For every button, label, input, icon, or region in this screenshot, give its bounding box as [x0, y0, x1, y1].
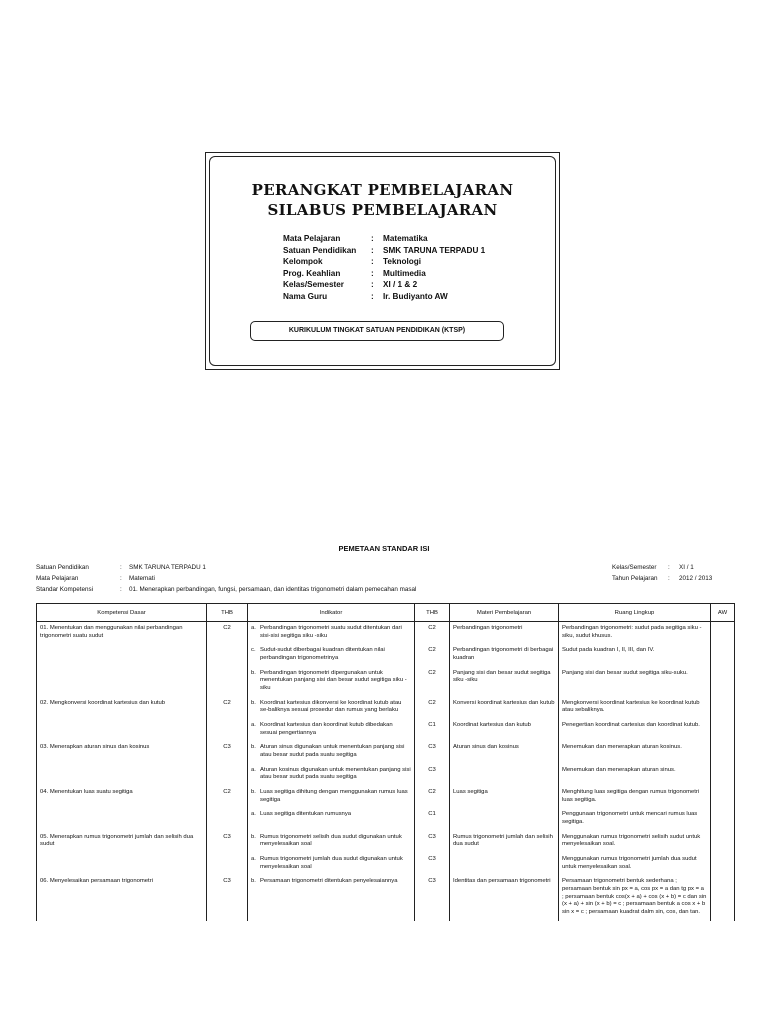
info-value: Ir. Budiyanto AW: [383, 291, 448, 301]
cell-ruang: Mengkonversi koordinat kartesius ke koordinat kutub atau sebaliknya.: [559, 697, 711, 719]
table-row: [37, 875, 735, 920]
cell-kd: [37, 719, 207, 741]
indikator-text: Koordinat kartesius dan koordinat kutub dibedakan sesuai pengertiannya: [260, 722, 393, 736]
cell-thb: [207, 764, 248, 786]
info-label: Satuan Pendidikan: [283, 245, 357, 255]
table-row: [37, 831, 735, 853]
cell-materi: Panjang sisi dan besar sudut segitiga siku -siku: [450, 667, 559, 697]
cell-aw: [711, 644, 735, 666]
meta-row: [612, 573, 712, 584]
info-label: Mata Pelajaran: [283, 234, 341, 243]
cover-title: PERANGKAT PEMBELAJARAN: [251, 181, 514, 199]
header-thb: THB: [207, 604, 248, 622]
cell-aw: [711, 786, 735, 808]
meta-sep: :: [120, 586, 122, 593]
table-row: [37, 764, 735, 786]
meta-label: Kelas/Semester: [612, 564, 657, 571]
cell-kd: [37, 667, 207, 697]
meta-sep: :: [120, 564, 122, 571]
indikator-marker: b.: [251, 669, 256, 676]
cell-materi: Perbandingan trigonometri: [450, 622, 559, 645]
kurikulum-box: KURIKULUM TINGKAT SATUAN PENDIDIKAN (KTSP): [250, 321, 504, 341]
cell-thb: C2: [207, 786, 248, 808]
cell-kd: 03. Menerapkan aturan sinus dan kosinus: [37, 741, 207, 763]
indikator-marker: a.: [251, 625, 256, 631]
header-thb-2: THB: [415, 604, 450, 622]
cell-thb-2: C3: [415, 764, 450, 786]
indikator-marker: b.: [251, 744, 256, 751]
indikator-text: Rumus trigonometri jumlah dua sudut digunakan untuk menyelesaikan soal: [260, 856, 403, 870]
indikator-marker: b.: [251, 789, 256, 796]
cell-kd: [37, 644, 207, 666]
cell-thb-2: C2: [415, 622, 450, 645]
indikator-marker: a.: [251, 811, 256, 818]
cover-info: [283, 234, 485, 304]
meta-row: [612, 562, 712, 573]
info-value: SMK TARUNA TERPADU 1: [383, 245, 486, 255]
cell-ruang: Menggunakan rumus trigonometri jumlah dua sudut untuk menyelesaikan soal.: [559, 853, 711, 875]
cell-aw: [711, 831, 735, 853]
cell-thb: [207, 667, 248, 697]
meta-label: Standar Kompetensi: [36, 586, 94, 593]
indikator-marker: b.: [251, 833, 256, 840]
cell-thb-2: C2: [415, 667, 450, 697]
cover-subtitle: SILABUS PEMBELAJARAN: [267, 201, 498, 219]
indikator-marker: a.: [251, 766, 256, 773]
cell-kd: [37, 853, 207, 875]
table-row: [37, 853, 735, 875]
meta-label: Tahun Pelajaran: [612, 575, 658, 582]
cell-ruang: Perbandingan trigonometri: sudut pada segitiga siku -siku, sudut khusus.: [559, 622, 711, 645]
cell-materi: [450, 853, 559, 875]
cell-indikator: [248, 764, 415, 786]
cell-aw: [711, 741, 735, 763]
header-kompetensi-dasar: Kompetensi Dasar: [37, 604, 207, 622]
header-indikator: Indikator: [248, 604, 415, 622]
cell-indikator: [248, 808, 415, 830]
cell-ruang: Penggunaan trigonometri untuk mencari rumus luas segitiga.: [559, 808, 711, 830]
table-row: [37, 808, 735, 830]
cell-materi: Rumus trigonometri jumlah dan selisih dua sudut: [450, 831, 559, 853]
meta-sep: :: [668, 564, 670, 571]
info-row: [283, 234, 485, 246]
indikator-marker: a.: [251, 856, 256, 863]
table-row: [37, 644, 735, 666]
cell-aw: [711, 808, 735, 830]
mapping-title: PEMETAAN STANDAR ISI: [338, 544, 430, 553]
cell-thb: [207, 853, 248, 875]
mapping-table: [36, 603, 735, 921]
cell-thb-2: C1: [415, 808, 450, 830]
info-value: Teknologi: [383, 257, 422, 267]
cell-ruang: Sudut pada kuadran I, II, III, dan IV.: [559, 644, 711, 666]
table-row: [37, 697, 735, 719]
cell-ruang: Menggunakan rumus trigonometri selisih sudut untuk menyelesaikan soal.: [559, 831, 711, 853]
info-row: [283, 280, 485, 292]
info-sep: :: [371, 268, 374, 278]
meta-label: Mata Pelajaran: [36, 575, 79, 582]
cell-indikator: [248, 622, 415, 645]
cell-thb: [207, 644, 248, 666]
cell-ruang: Menemukan dan menerapkan aturan sinus.: [559, 764, 711, 786]
cell-aw: [711, 667, 735, 697]
meta-value: Matemati: [129, 575, 155, 582]
cell-materi: Perbandingan trigonometri di berbagai kuadran: [450, 644, 559, 666]
info-sep: :: [371, 257, 374, 267]
cover-inner-frame: [209, 156, 556, 366]
header-materi: Materi Pembelajaran: [450, 604, 559, 622]
cell-materi: Luas segitiga: [450, 786, 559, 808]
cell-indikator: [248, 786, 415, 808]
table-row: [37, 667, 735, 697]
cell-thb: C2: [207, 697, 248, 719]
info-sep: :: [371, 280, 374, 290]
cell-thb: C3: [207, 875, 248, 920]
cell-thb-2: C3: [415, 831, 450, 853]
table-row: [37, 719, 735, 741]
cell-materi: Koordinat kartesius dan kutub: [450, 719, 559, 741]
indikator-marker: c.: [251, 647, 256, 654]
cell-indikator: [248, 697, 415, 719]
meta-row: [36, 562, 416, 573]
meta-row: [36, 573, 416, 584]
cell-ruang: Menghitung luas segitiga dengan rumus trigonometri luas segitiga.: [559, 786, 711, 808]
indikator-text: Sudut-sudut diberbagai kuadran ditentukan nilai perbandingan trigonometrinya: [260, 647, 385, 662]
cell-materi: Konversi koordinat kartesius dan kutub: [450, 697, 559, 719]
meta-sep: :: [120, 575, 122, 582]
cell-thb: [207, 808, 248, 830]
cell-materi: [450, 808, 559, 830]
cell-ruang: Panjang sisi dan besar sudut segitiga siku-suku.: [559, 667, 711, 697]
meta-left: [36, 562, 416, 595]
cell-thb-2: C3: [415, 853, 450, 875]
cell-kd: [37, 808, 207, 830]
cell-materi: Identitas dan persamaan trigonometri: [450, 875, 559, 920]
cell-thb-2: C3: [415, 875, 450, 920]
cell-aw: [711, 719, 735, 741]
indikator-text: Aturan sinus digunakan untuk menentukan panjang sisi atau besar sudut pada suatu segitiga: [260, 744, 405, 759]
cell-kd: 06. Menyelesaikan persamaan trigonometri: [37, 875, 207, 920]
indikator-text: Luas segitiga dihitung dengan menggunakan rumus luas segitiga: [260, 789, 408, 803]
cell-kd: 01. Menentukan dan menggunakan nilai perbandingan trigonometri suatu sudut: [37, 622, 207, 645]
indikator-marker: b.: [251, 878, 256, 885]
cell-thb-2: C2: [415, 786, 450, 808]
cell-aw: [711, 875, 735, 920]
cell-ruang: Menemukan dan menerapkan aturan kosinus.: [559, 741, 711, 763]
header-aw: AW: [711, 604, 735, 622]
cell-aw: [711, 697, 735, 719]
cell-aw: [711, 622, 735, 645]
cell-thb-2: C3: [415, 741, 450, 763]
cell-indikator: [248, 667, 415, 697]
info-row: [283, 269, 485, 281]
header-ruang-lingkup: Ruang Lingkup: [559, 604, 711, 622]
cell-kd: 04. Menentukan luas suatu segitiga: [37, 786, 207, 808]
cell-ruang: Penegertian koordinat cartesius dan koordinat kutub.: [559, 719, 711, 741]
cell-thb: C3: [207, 741, 248, 763]
meta-value: 01. Menerapkan perbandingan, fungsi, persamaan, dan identitas trigonometri dalam pemecahan masal: [129, 586, 417, 593]
info-sep: :: [371, 291, 374, 301]
info-sep: :: [371, 234, 374, 243]
cell-indikator: [248, 741, 415, 763]
info-label: Kelas/Semester: [283, 280, 344, 290]
table-row: [37, 622, 735, 645]
cell-thb: [207, 719, 248, 741]
cell-thb: C2: [207, 622, 248, 645]
meta-sep: :: [668, 575, 670, 582]
meta-right: [612, 562, 712, 584]
cell-thb-2: C2: [415, 697, 450, 719]
table-row: [37, 741, 735, 763]
info-label: Prog. Keahlian: [283, 268, 341, 278]
cell-aw: [711, 764, 735, 786]
cell-indikator: [248, 875, 415, 920]
cell-materi: [450, 764, 559, 786]
indikator-text: Persamaan trigonometri ditentukan penyelesaiannya: [260, 878, 398, 885]
cell-indikator: [248, 831, 415, 853]
table-header-row: [37, 604, 735, 622]
indikator-text: Aturan kosinus digunakan untuk menentukan panjang sisi atau besar sudut pada suatu segitiga: [260, 766, 411, 781]
cell-kd: 05. Menerapkan rumus trigonometri jumlah dan selisih dua sudut: [37, 831, 207, 853]
meta-value: SMK TARUNA TERPADU 1: [129, 564, 206, 571]
meta-value: 2012 / 2013: [679, 575, 713, 582]
meta-label: Satuan Pendidikan: [36, 564, 89, 571]
cell-kd: 02. Mengkonversi koordinat kartesius dan kutub: [37, 697, 207, 719]
info-row: [283, 292, 485, 304]
cell-indikator: [248, 644, 415, 666]
cell-indikator: [248, 853, 415, 875]
info-value: Matematika: [383, 234, 428, 243]
info-row: [283, 246, 485, 258]
cell-thb: C3: [207, 831, 248, 853]
cell-ruang: Persamaan trigonometri bentuk sederhana ; persamaan bentuk sin px = a, cos px = a dan tg px = a ; persamaan bentuk cos(x + a) + cos (x + b) = c dan sin (x + a) + sin (x + b) = c ; persamaan bentuk a cos x + b sin x = c ; persamaan kuadrat dalm sin, cos, dan tan.: [559, 875, 711, 920]
info-value: Multimedia: [383, 268, 426, 278]
indikator-text: Perbandingan trigonometri dipergunakan untuk menentukan panjang sisi dan besar sudut segitiga siku -siku: [260, 669, 407, 692]
meta-value: XI / 1: [679, 564, 694, 571]
cell-materi: Aturan sinus dan kosinus: [450, 741, 559, 763]
cell-indikator: [248, 719, 415, 741]
indikator-text: Luas segitiga ditentukan rumusnya: [260, 811, 352, 818]
cover-frame: [205, 152, 560, 370]
meta-row: [36, 584, 416, 595]
cell-thb-2: C2: [415, 644, 450, 666]
table-row: [37, 786, 735, 808]
info-label: Nama Guru: [283, 291, 328, 301]
info-sep: :: [371, 245, 374, 255]
info-row: [283, 257, 485, 269]
indikator-text: Rumus trigonometri selisih dua sudut digunakan untuk menyelesaikan soal: [260, 833, 402, 848]
cell-aw: [711, 853, 735, 875]
indikator-marker: b.: [251, 699, 256, 706]
indikator-text: Perbandingan trigonometri suatu sudut ditentukan dari sisi-sisi segitiga siku -siku: [260, 625, 402, 639]
info-label: Kelompok: [283, 257, 323, 267]
info-value: XI / 1 & 2: [383, 280, 418, 290]
indikator-text: Koordinat kartesius dikonversi ke koordinat kutub atau se-baliknya sesuai prosedur dan rumus yang berlaku: [260, 699, 402, 714]
indikator-marker: a.: [251, 722, 256, 729]
cell-thb-2: C1: [415, 719, 450, 741]
cell-kd: [37, 764, 207, 786]
